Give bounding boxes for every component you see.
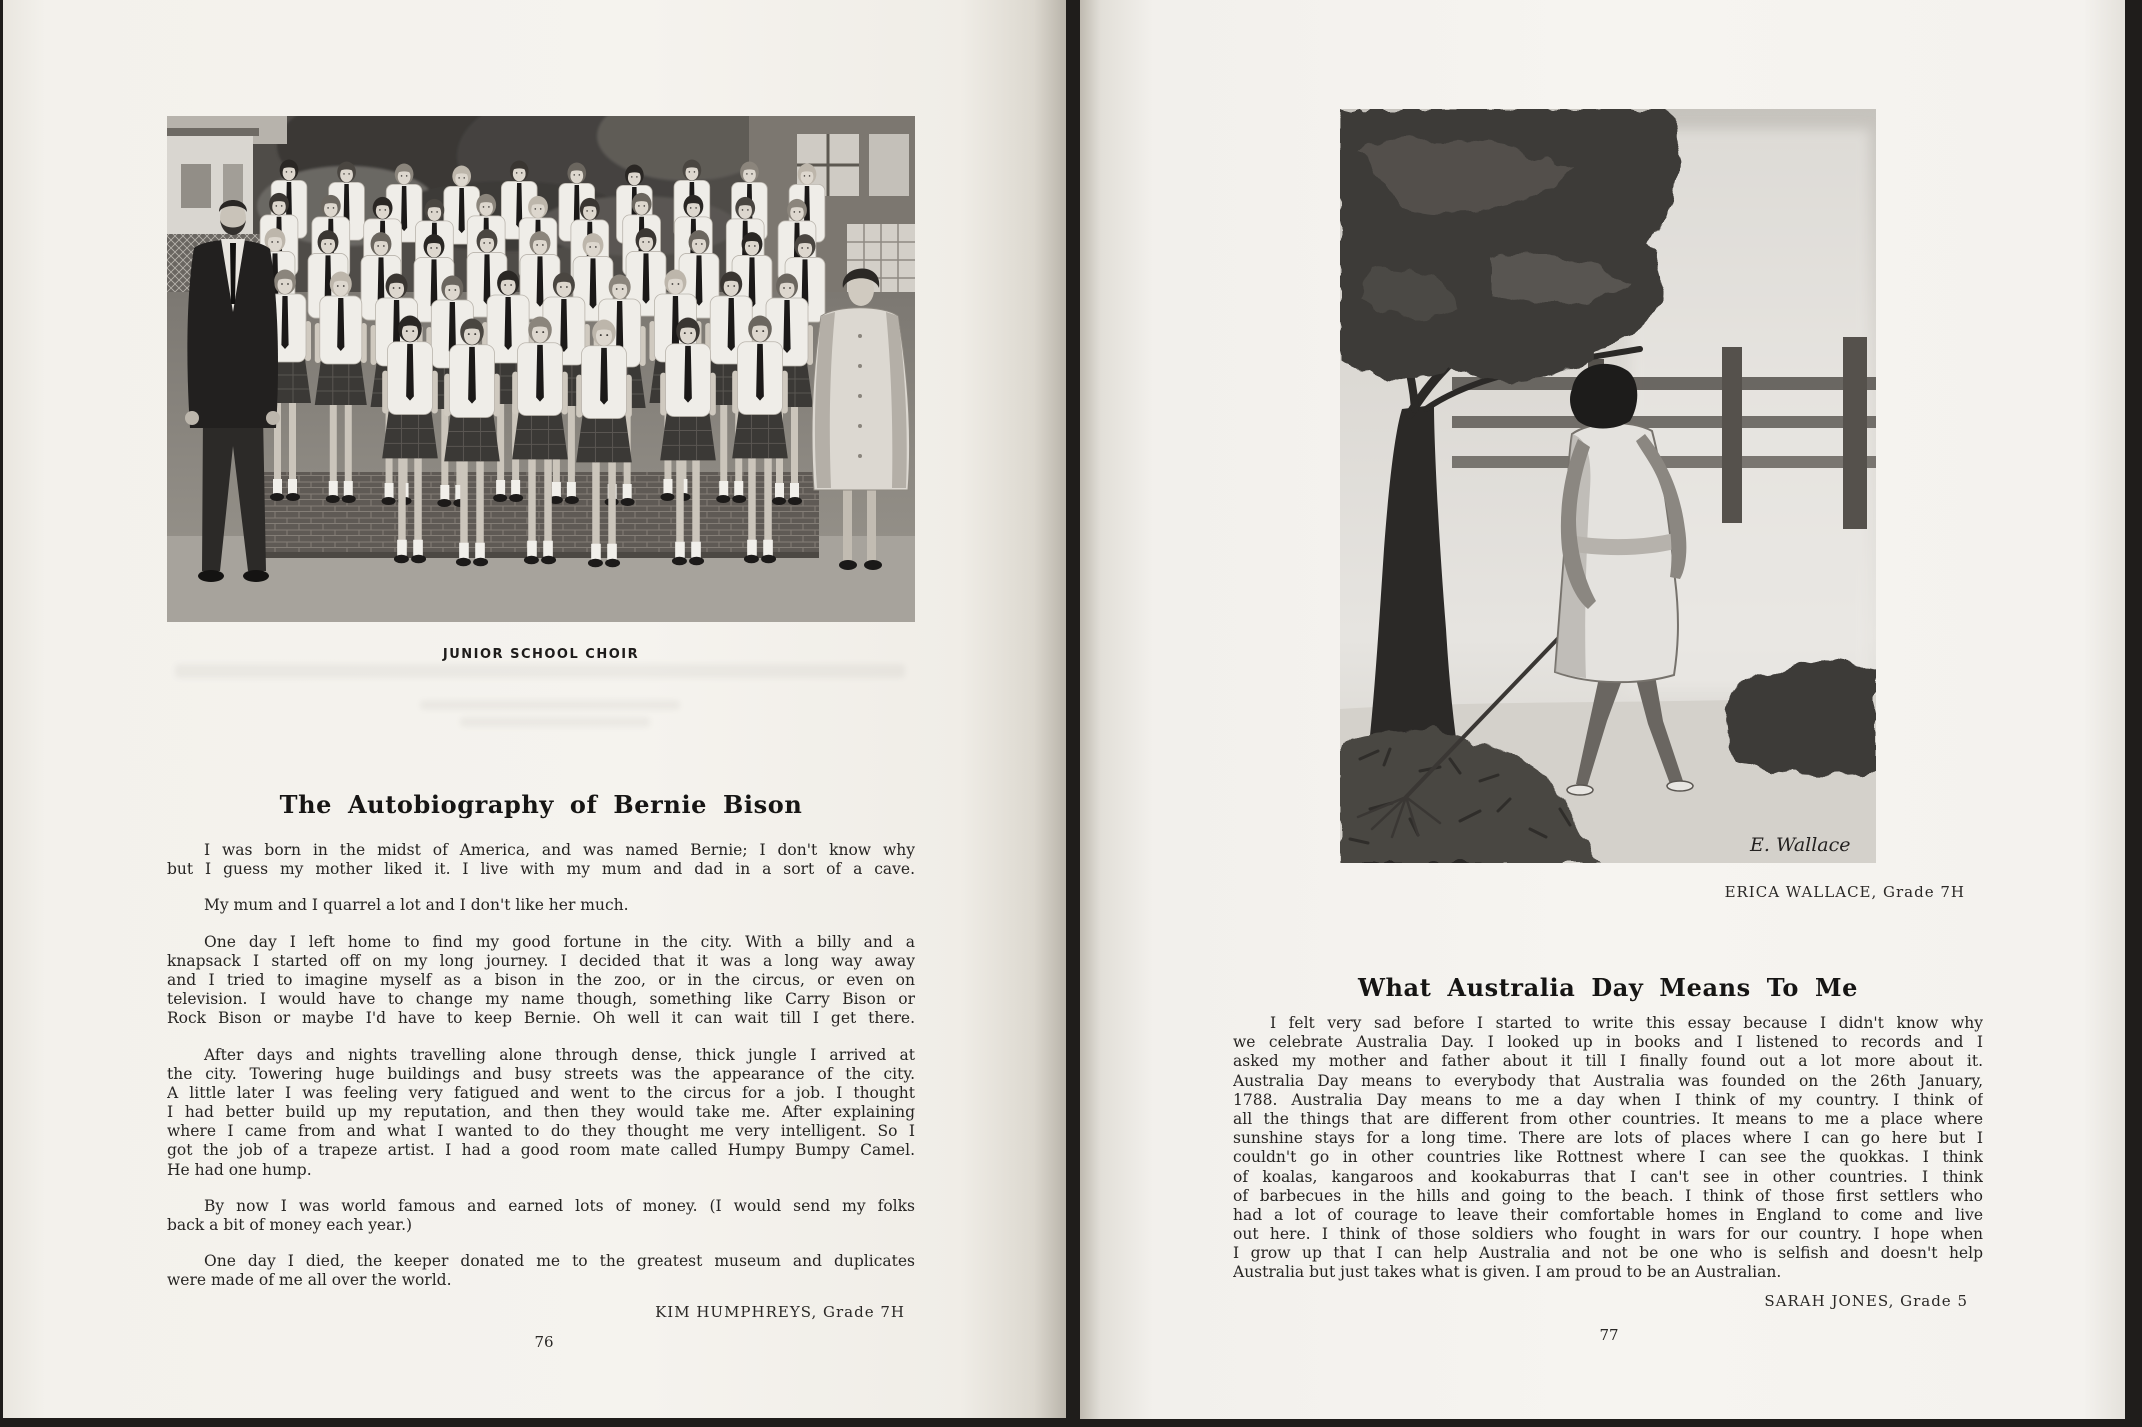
story-author: KIM HUMPHREYS, Grade 7H: [655, 1303, 905, 1321]
text-line: One day I left home to find my good fortune in the city. With a billy and a: [204, 932, 915, 951]
text-line: television. I would have to change my name though, something like Carry Bison or: [167, 990, 915, 1009]
show-through-bleed: [175, 664, 905, 678]
text-line: A little later I was feeling very fatigued and went to the circus for a job. I thought: [167, 1083, 915, 1102]
show-through-bleed: [420, 700, 680, 710]
essay-title: What Australia Day Means To Me: [1357, 973, 1859, 1002]
text-line: got the job of a trapeze artist. I had a good room mate called Humpy Bumpy Camel.: [167, 1141, 915, 1160]
watercolor-artwork: [1340, 109, 1876, 863]
text-line: One day I died, the keeper donated me to the greatest museum and duplicates: [204, 1252, 915, 1271]
text-line: where I came from and what I wanted to do they thought me very intelligent. So I: [167, 1122, 915, 1141]
artwork-credit: ERICA WALLACE, Grade 7H: [1724, 883, 1965, 901]
story-paragraph: [167, 1197, 915, 1235]
essay-author: SARAH JONES, Grade 5: [1764, 1292, 1968, 1310]
text-line: were made of me all over the world.: [167, 1271, 452, 1290]
text-line: My mum and I quarrel a lot and I don't like her much.: [204, 896, 629, 915]
text-line: sunshine stays for a long time. There are lots of places where I can go here but I: [1233, 1129, 1983, 1148]
story-paragraph: [167, 933, 915, 1029]
photo-caption: JUNIOR SCHOOL CHOIR: [442, 647, 640, 662]
text-line: I felt very sad before I started to write this essay because I didn't know why: [1270, 1014, 1983, 1032]
text-line: all the things that are different from other countries. It means to me a place where: [1233, 1109, 1983, 1128]
text-line: but I guess my mother liked it. I live with my mum and dad in a sort of a cave.: [167, 860, 915, 879]
text-line: After days and nights travelling alone through dense, thick jungle I arrived at: [204, 1045, 915, 1064]
story-paragraph: [167, 1252, 915, 1290]
text-line: I had better build up my reputation, and then they would take me. After explaining: [167, 1103, 915, 1122]
story-body: [167, 841, 915, 1291]
building-right: [749, 116, 915, 296]
essay-paragraph: [1233, 1014, 1983, 1283]
text-line: back a bit of money each year.): [167, 1216, 413, 1234]
text-line: Rock Bison or maybe I'd have to keep Bernie. Oh well it can wait till I get there.: [167, 1009, 915, 1028]
essay-body: [1233, 1014, 1983, 1283]
text-line: I grow up that I can help Australia and not be one who is selfish and doesn't help: [1233, 1244, 1983, 1263]
page-number-left: 76: [534, 1333, 554, 1351]
text-line: couldn't go in other countries like Rottnest where I can see the quokkas. I think: [1233, 1148, 1983, 1167]
text-line: we celebrate Australia Day. I looked up in books and I listened to records and I: [1233, 1033, 1983, 1052]
text-line: had a lot of courage to leave their comfortable homes in England to come and live: [1233, 1205, 1983, 1224]
text-line: Australia but just takes what is given. I am proud to be an Australian.: [1233, 1263, 1782, 1282]
text-line: out here. I think of those soldiers who fought in wars for our country. I hope when: [1233, 1225, 1983, 1244]
text-line: By now I was world famous and earned lots of money. (I would send my folks: [204, 1196, 915, 1215]
text-line: the city. Towering huge buildings and busy streets was the appearance of the city.: [167, 1064, 915, 1083]
text-line: asked my mother and father about it till I finally found out a lot more about it.: [1233, 1052, 1983, 1071]
artist-signature: E. Wallace: [1750, 834, 1851, 856]
story-paragraph: [167, 841, 915, 879]
text-line: 1788. Australia Day means to me a day when I think of my country. I think of: [1233, 1090, 1983, 1109]
text-line: He had one hump.: [167, 1160, 312, 1179]
story-paragraph: [167, 1046, 915, 1180]
story-title: The Autobiography of Bernie Bison: [279, 790, 803, 819]
text-line: knapsack I started off on my long journey. I decided that it was a long way away: [167, 951, 915, 970]
show-through-bleed: [460, 717, 650, 727]
text-line: Australia Day means to everybody that Australia was founded on the 26th January,: [1233, 1071, 1983, 1090]
text-line: and I tried to imagine myself as a bison in the zoo, or in the circus, or even on: [167, 970, 915, 989]
choir-photo: [167, 116, 915, 622]
text-line: of koalas, kangaroos and kookaburras that I can't see in other countries. I think: [1233, 1167, 1983, 1186]
text-line: I was born in the midst of America, and was named Bernie; I don't know why: [204, 841, 915, 859]
page-number-right: 77: [1599, 1326, 1619, 1344]
text-line: of barbecues in the hills and going to the beach. I think of those first settlers who: [1233, 1186, 1983, 1205]
story-paragraph: [167, 896, 915, 915]
